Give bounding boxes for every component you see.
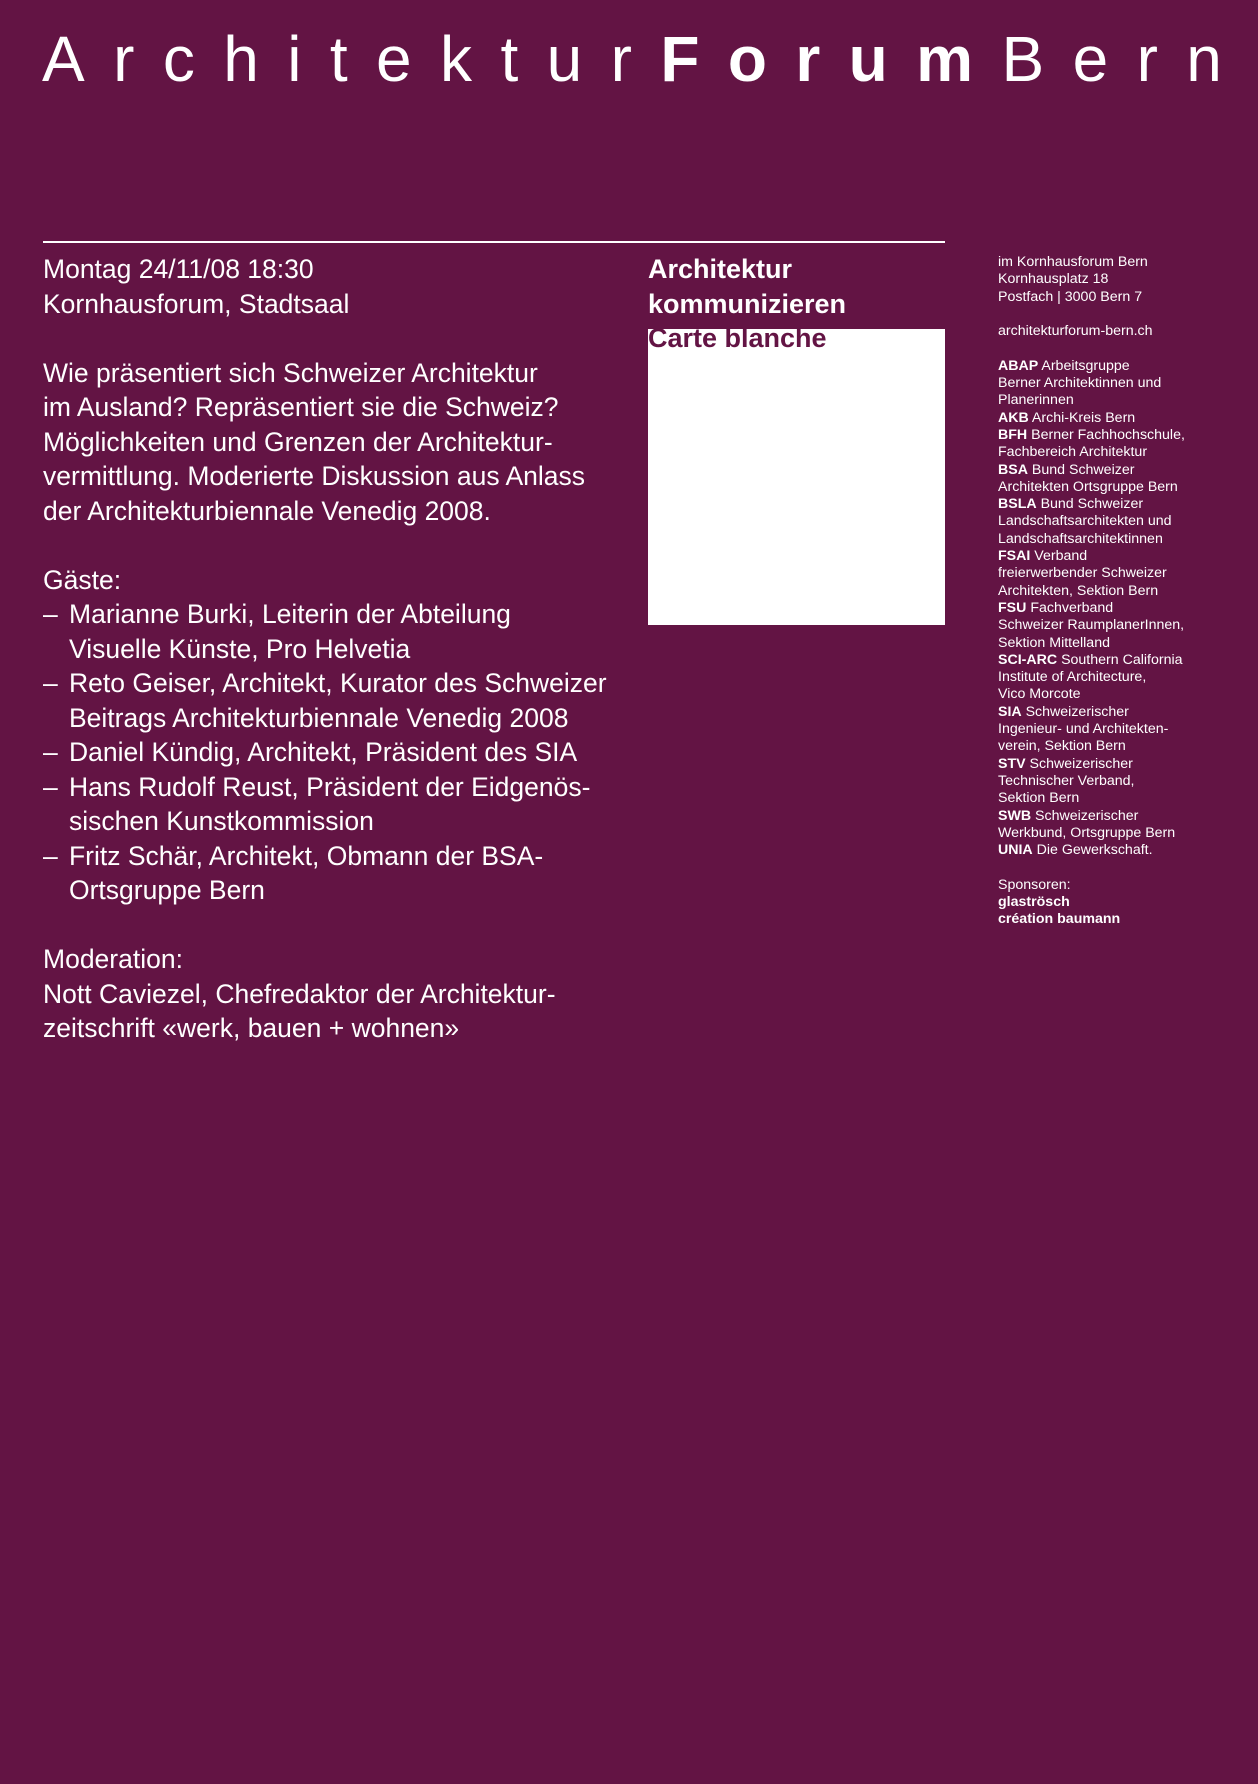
member-entry (998, 756, 1228, 808)
member-line (998, 669, 1228, 686)
guest-line: Ortsgruppe Bern (69, 875, 265, 905)
dash: – (43, 599, 58, 629)
masthead-letter: F (660, 23, 700, 95)
member-text: freierwerbender Schweizer (998, 565, 1167, 582)
member-text: Architekten, Sektion Bern (998, 582, 1159, 599)
member-line (998, 652, 1228, 669)
description-line: der Architekturbiennale Venedig 2008. (43, 495, 491, 526)
member-text: Berner Architektinnen und (998, 375, 1162, 392)
guest-item (43, 770, 643, 839)
event-description (43, 356, 643, 529)
event-venue: Kornhausforum, Stadtsaal (43, 288, 350, 319)
dash: – (43, 737, 58, 767)
member-line (998, 825, 1228, 842)
dash: – (43, 668, 58, 698)
member-abbreviation: STV (998, 755, 1026, 772)
guests-heading: Gäste: (43, 564, 122, 595)
dash: – (43, 840, 58, 871)
sidebar (998, 254, 1228, 929)
sponsors-heading: Sponsoren: (998, 876, 1071, 893)
member-line (998, 513, 1228, 530)
member-abbreviation: SCI-ARC (998, 651, 1058, 668)
title-line: Architektur (648, 254, 793, 284)
event-date: Montag 24/11/08 18:30 (43, 254, 314, 284)
member-text: Die Gewerkschaft. (1032, 842, 1153, 859)
member-line (998, 600, 1228, 617)
address-line: Postfach | 3000 Bern 7 (998, 288, 1143, 305)
guest-line: Daniel Kündig, Architekt, Präsident des SIA (69, 737, 578, 767)
member-text: Berner Fachhochschule, (1027, 426, 1185, 443)
carte-blanche-label: Carte blanche (648, 323, 827, 353)
member-line (998, 842, 1228, 859)
member-entry (998, 842, 1228, 859)
member-entry (998, 600, 1228, 652)
member-line (998, 738, 1228, 755)
member-entry (998, 704, 1228, 756)
member-text: Sektion Mittelland (998, 634, 1110, 651)
member-line (998, 617, 1228, 634)
member-line (998, 704, 1228, 721)
guest-item (43, 597, 643, 666)
masthead-letter: m (916, 23, 974, 95)
moderation-line: Nott Caviezel, Chefredaktor der Architektur- (43, 978, 556, 1009)
member-line (998, 410, 1228, 427)
member-text: Schweizerischer (1025, 755, 1133, 772)
member-abbreviation: UNIA (998, 842, 1033, 859)
masthead-letter: u (546, 23, 583, 95)
event-title (648, 252, 948, 356)
masthead-title (42, 24, 1222, 94)
guest-line: Visuelle Künste, Pro Helvetia (69, 633, 411, 664)
member-line (998, 583, 1228, 600)
masthead-letter: i (287, 23, 302, 95)
masthead-letter: e (376, 23, 412, 95)
member-text: Architekten Ortsgruppe Bern (998, 478, 1178, 495)
member-entry (998, 548, 1228, 600)
masthead-letter: r (610, 23, 632, 95)
member-entry (998, 410, 1228, 427)
dash: – (43, 771, 58, 802)
member-entry (998, 808, 1228, 843)
masthead-letter: B (1001, 23, 1045, 95)
address-line: Kornhausplatz 18 (998, 271, 1109, 288)
guest-line: sischen Kunstkommission (69, 806, 374, 836)
member-text: Planerinnen (998, 392, 1074, 409)
website-link[interactable]: architekturforum-bern.ch (998, 323, 1153, 340)
member-line (998, 721, 1228, 738)
masthead-letter: r (1136, 23, 1158, 95)
member-line (998, 479, 1228, 496)
masthead-letter: o (727, 23, 767, 95)
member-abbreviation: FSAI (998, 548, 1031, 565)
carte-blanche-box (648, 329, 945, 625)
member-text: Bund Schweizer (1027, 461, 1135, 478)
description-line: vermittlung. Moderierte Diskussion aus Anlass (43, 461, 586, 491)
member-line (998, 548, 1228, 565)
member-text: Landschaftsarchitektinnen (998, 530, 1163, 547)
member-text: Werkbund, Ortsgruppe Bern (998, 824, 1176, 841)
title-line: kommunizieren (648, 288, 847, 319)
member-entry (998, 427, 1228, 462)
description-line: Möglichkeiten und Grenzen der Architektur- (43, 426, 553, 457)
member-text: Technischer Verband, (998, 772, 1135, 789)
guest-line: Hans Rudolf Reust, Präsident der Eidgenös- (69, 771, 591, 802)
member-line (998, 358, 1228, 375)
masthead-letter: r (795, 23, 821, 95)
masthead-letter: n (1186, 23, 1222, 95)
member-line (998, 444, 1228, 461)
guest-line: Marianne Burki, Leiterin der Abteilung (69, 599, 511, 629)
description-line: Wie präsentiert sich Schweizer Architektur (43, 357, 538, 388)
member-line (998, 392, 1228, 409)
member-text: Institute of Architecture, (998, 669, 1147, 686)
member-abbreviation: SWB (998, 807, 1032, 824)
member-entry (998, 496, 1228, 548)
sponsor-name: création baumann (998, 911, 1121, 928)
member-line (998, 808, 1228, 825)
member-entry (998, 652, 1228, 704)
member-text: Southern California (1057, 651, 1183, 668)
member-line (998, 686, 1228, 703)
member-text: Fachverband (1026, 599, 1114, 616)
member-line (998, 565, 1228, 582)
member-abbreviation: SIA (998, 703, 1022, 720)
description-line: im Ausland? Repräsentiert sie die Schweiz? (43, 392, 559, 422)
member-abbreviation: FSU (998, 599, 1027, 616)
guest-line: Beitrags Architekturbiennale Venedig 2008 (69, 702, 569, 733)
member-text: Schweizer RaumplanerInnen, (998, 617, 1185, 634)
member-text: Landschaftsarchitekten und (998, 513, 1172, 530)
moderation-line: zeitschrift «werk, bauen + wohnen» (43, 1013, 460, 1043)
member-text: Verband (1030, 548, 1088, 565)
member-line (998, 635, 1228, 652)
guest-item (43, 735, 643, 770)
guest-item (43, 839, 643, 908)
member-text: Fachbereich Architektur (998, 444, 1148, 461)
masthead-letter: k (440, 23, 473, 95)
masthead-letter: r (113, 23, 135, 95)
guest-line: Fritz Schär, Architekt, Obmann der BSA- (69, 840, 544, 871)
member-text: Bund Schweizer (1036, 496, 1144, 513)
masthead-letter: h (223, 23, 259, 95)
member-line (998, 773, 1228, 790)
event-details (43, 252, 643, 1046)
masthead-letter: t (329, 23, 348, 95)
member-text: Archi-Kreis Bern (1028, 409, 1136, 426)
member-organizations (998, 358, 1228, 860)
member-text: Ingenieur- und Architekten- (998, 721, 1169, 738)
member-line (998, 531, 1228, 548)
member-text: verein, Sektion Bern (998, 738, 1126, 755)
masthead-letter: c (162, 23, 195, 95)
member-abbreviation: AKB (998, 409, 1029, 426)
member-entry (998, 358, 1228, 410)
member-line (998, 375, 1228, 392)
member-abbreviation: BSLA (998, 496, 1037, 513)
member-line (998, 462, 1228, 479)
member-text: Arbeitsgruppe (1038, 357, 1130, 374)
masthead-letter: t (500, 23, 519, 95)
member-line (998, 756, 1228, 773)
masthead-letter: e (1072, 23, 1109, 95)
member-abbreviation: ABAP (998, 357, 1039, 374)
member-text: Schweizerischer (1021, 703, 1129, 720)
member-abbreviation: BSA (998, 461, 1028, 478)
masthead-letter: A (42, 23, 85, 95)
member-line (998, 427, 1228, 444)
member-abbreviation: BFH (998, 426, 1028, 443)
member-line (998, 496, 1228, 513)
guest-line: Reto Geiser, Architekt, Kurator des Schweizer (69, 668, 607, 698)
guest-list (43, 597, 643, 908)
sponsor-name: glaströsch (998, 893, 1070, 910)
masthead-letter: u (848, 23, 888, 95)
member-line (998, 790, 1228, 807)
horizontal-rule (43, 241, 945, 243)
member-text: Vico Morcote (998, 686, 1081, 703)
member-entry (998, 462, 1228, 497)
member-text: Schweizerischer (1031, 807, 1139, 824)
guest-item (43, 666, 643, 735)
moderation-heading: Moderation: (43, 944, 183, 974)
address-line: im Kornhausforum Bern (998, 254, 1148, 270)
member-text: Sektion Bern (998, 790, 1080, 807)
